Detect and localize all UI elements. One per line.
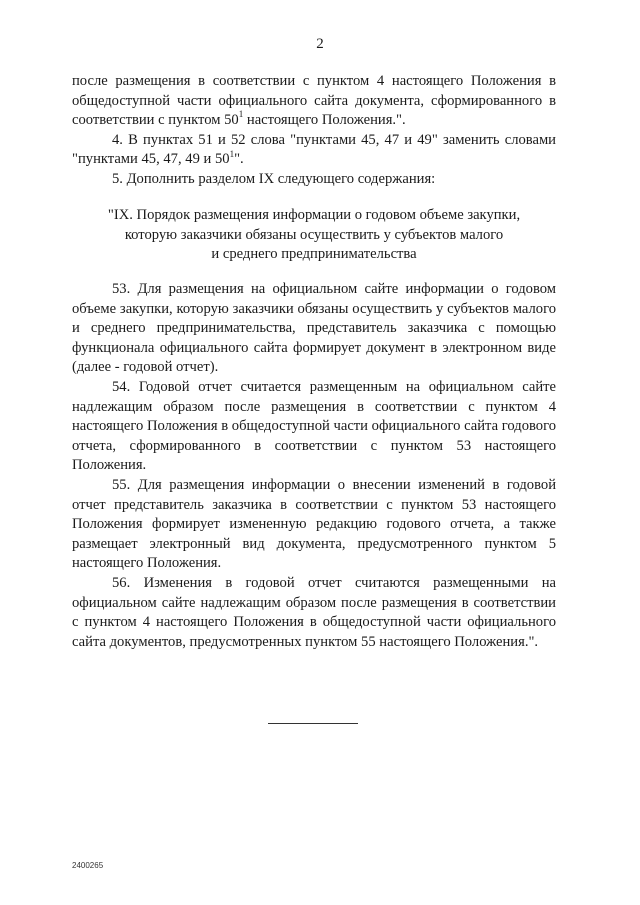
document-code: 2400265 — [72, 861, 104, 870]
section-heading — [72, 206, 556, 265]
paragraph-text: после размещения в соответствии с пунктом 4 настоящего Положения в общедоступной части официального сайта документа, сформированного в соответствии с пунктом 50 — [72, 73, 556, 129]
page-number: 2 — [316, 36, 324, 52]
superscript: 1 — [229, 148, 235, 159]
section-ix-body — [72, 280, 556, 652]
superscript: 1 — [238, 109, 244, 120]
paragraph-item-5: 5. Дополнить разделом IX следующего содержания: — [112, 170, 436, 187]
paragraph-53: 53. Для размещения на официальном сайте информации о годовом объеме закупки, которую заказчики обязаны осуществить у субъектов малого и среднего предпринимательства, представитель заказчика с помощью функционала официального сайта формирует документ в электронном виде (далее - годовой отчет). — [72, 281, 556, 376]
paragraph-item-4 — [72, 131, 556, 170]
paragraph-text: 4. В пунктах 51 и 52 слова "пунктами 45, 47 и 49" заменить словами "пунктами 45, 47, 49 и 50 — [72, 131, 556, 168]
closing-rule — [268, 723, 358, 724]
paragraph-text-tail: ". — [234, 151, 244, 168]
paragraph-text-tail: настоящего Положения.". — [243, 112, 406, 129]
paragraph-continuation — [72, 72, 556, 131]
paragraph-55: 55. Для размещения информации о внесении изменений в годовой отчет представитель заказчика в соответствии с пунктом 53 настоящего Положения формирует измененную редакцию годового отчета, а также размещает электронный вид документа, предусмотренного пунктом 5 настоящего Положения. — [72, 476, 556, 572]
heading-line-1: "IX. Порядок размещения информации о годовом объеме закупки, — [107, 207, 521, 223]
heading-line-3: и среднего предпринимательства — [211, 246, 417, 263]
paragraph-56: 56. Изменения в годовой отчет считаются размещенными на официальном сайте надлежащим образом после размещения в соответствии с пунктом 4 настоящего Положения в общедоступной части официального сайта документов, предусмотренных пунктом 55 настоящего Положения.". — [72, 574, 556, 650]
heading-line-2: которую заказчики обязаны осуществить у субъектов малого — [124, 226, 504, 243]
amendment-block-top — [72, 72, 556, 190]
paragraph-54: 54. Годовой отчет считается размещенным на официальном сайте надлежащим образом после размещения в соответствии с пунктом 4 настоящего Положения в общедоступной части официального сайта годового отчета, сформированного в соответствии с пунктом 53 настоящего Положения. — [72, 378, 556, 474]
